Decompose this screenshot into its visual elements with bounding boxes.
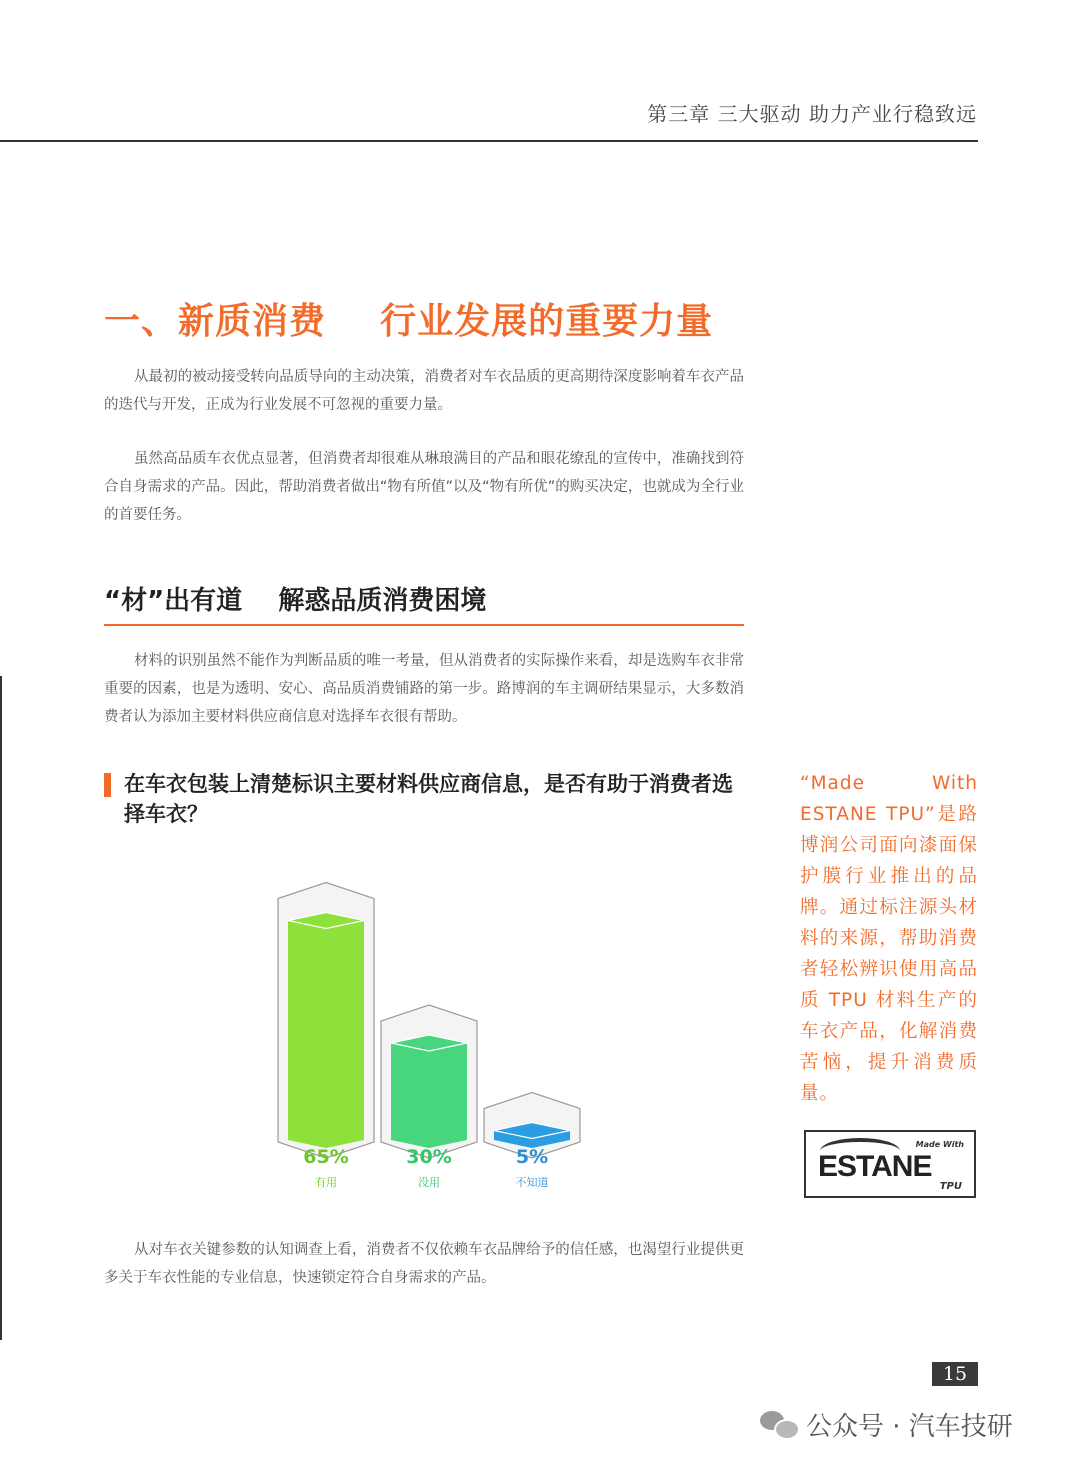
logo-name: ESTANE <box>818 1150 932 1183</box>
subsection-rule <box>104 624 744 626</box>
question-marker <box>104 773 111 797</box>
bar-category-label: 没用 <box>418 1176 440 1189</box>
bar-value-label: 5% <box>515 1146 549 1168</box>
side-note: “Made With ESTANE TPU”是路博润公司面向漆面保护膜行业推出的品牌。通过标注源头材料的来源，帮助消费者轻松辨识使用高品质 TPU 材料生产的车衣产品，化解消费苦恼，提升消费质量。 <box>800 773 978 1104</box>
watermark <box>760 1404 1013 1444</box>
bar-chart <box>270 870 600 1200</box>
section-paragraph-1: 从最初的被动接受转向品质导向的主动决策，消费者对车衣品质的更高期待深度影响着车衣产品的迭代与开发，正成为行业发展不可忽视的重要力量。 <box>104 369 744 413</box>
bar-front-left-1 <box>391 1043 429 1148</box>
logo-tpu: TPU <box>939 1181 962 1192</box>
bar-front-right-1 <box>429 1043 467 1148</box>
chapter-title: 第三章 三大驱动 助力产业行稳致远 <box>647 102 977 126</box>
bar-front-right-0 <box>326 921 364 1149</box>
subsection-paragraph: 材料的识别虽然不能作为判断品质的唯一考量，但从消费者的实际操作来看，却是选购车衣非常重要的因素，也是为透明、安心、高品质消费铺路的第一步。路博润的车主调研结果显示，大多数消费者认为添加主要材料供应商信息对选择车衣很有帮助。 <box>104 653 744 725</box>
bar-value-label: 65% <box>303 1146 349 1168</box>
watermark-text: 公众号 · 汽车技研 <box>806 1411 1013 1442</box>
bar-front-left-0 <box>288 921 326 1149</box>
wechat-icon <box>760 1409 798 1439</box>
left-margin-rule <box>0 676 2 1340</box>
estane-logo <box>804 1130 976 1198</box>
logo-made-with: Made With <box>915 1140 964 1149</box>
closing-paragraph: 从对车衣关键参数的认知调查上看，消费者不仅依赖车衣品牌给予的信任感，也渴望行业提供更多关于车衣性能的专业信息，快速锁定符合自身需求的产品。 <box>104 1242 744 1286</box>
bar-value-label: 30% <box>406 1146 452 1168</box>
page-number: 15 <box>932 1362 978 1386</box>
section-title: 一、新质消费 行业发展的重要力量 <box>104 301 714 342</box>
bar-category-label: 不知道 <box>515 1176 549 1189</box>
section-paragraph-2: 虽然高品质车衣优点显著，但消费者却很难从琳琅满目的产品和眼花缭乱的宣传中，准确找到符合自身需求的产品。因此，帮助消费者做出“物有所值”以及“物有所优”的购买决定，也就成为全行业的首要任务。 <box>104 451 744 523</box>
survey-question: 在车衣包装上清楚标识主要材料供应商信息，是否有助于消费者选择车衣？ <box>124 772 733 826</box>
bar-category-label: 有用 <box>315 1176 337 1189</box>
subsection-title: “材”出有道 解惑品质消费困境 <box>104 586 487 616</box>
header-rule <box>0 140 978 142</box>
